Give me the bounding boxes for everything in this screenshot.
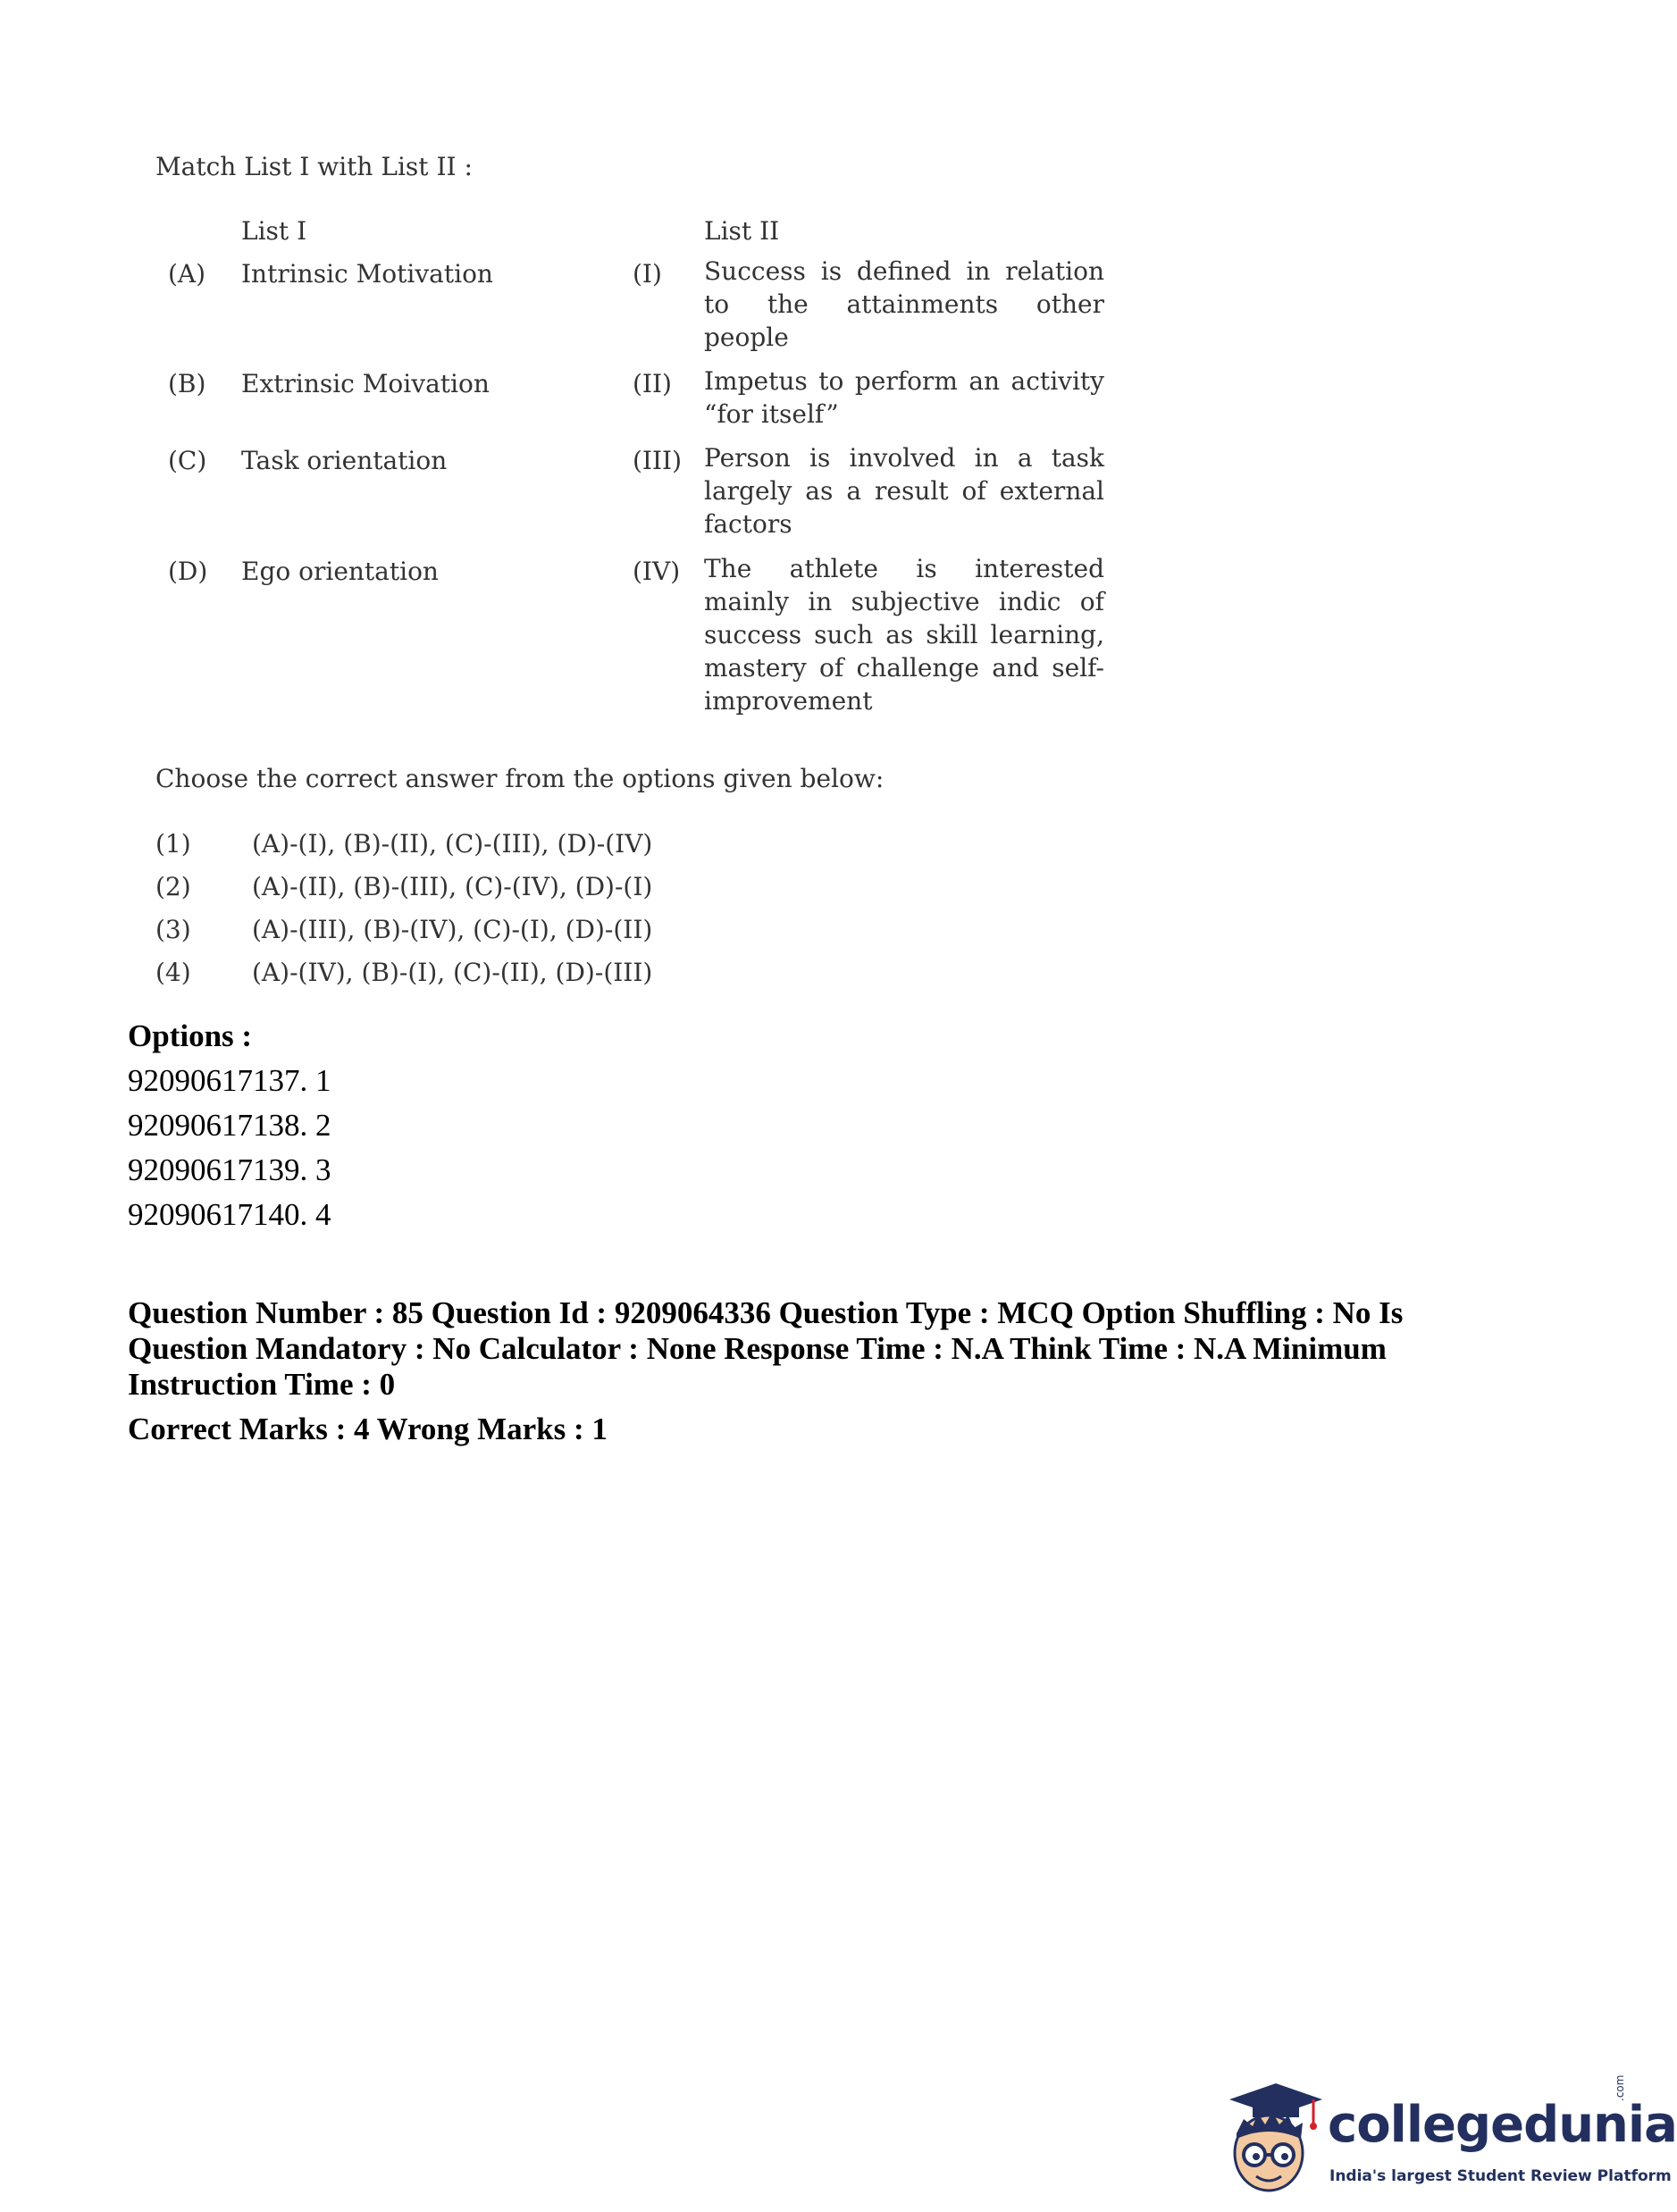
logo-wordmark: collegedunia: [1328, 2096, 1677, 2154]
choose-instruction: Choose the correct answer from the options given below:: [155, 764, 885, 793]
option-item: 92090617140. 4: [128, 1197, 331, 1232]
options-heading: Options :: [128, 1018, 253, 1053]
list2-heading: List II: [704, 216, 780, 246]
list2-item: Person is involved in a task largely as a result of external factors: [704, 443, 1104, 539]
list2-item: The athlete is interested mainly in subjective indic of success such as skill learning, mastery of challenge and self-improvement: [704, 554, 1104, 716]
list1-item: Intrinsic Motivation: [241, 259, 493, 289]
logo-tagline: India's largest Student Review Platform: [1329, 2167, 1672, 2185]
mascot-icon: [1213, 2080, 1329, 2205]
logo-dotcom: .com: [1614, 2074, 1626, 2101]
marks-info: Correct Marks : 4 Wrong Marks : 1: [128, 1412, 608, 1446]
list2-item: Impetus to perform an activity “for itself”: [704, 366, 1104, 429]
row-label: (C): [168, 446, 207, 475]
option-item: 92090617137. 1: [128, 1063, 331, 1098]
list1-item: Ego orientation: [241, 557, 439, 586]
answer-text: (A)-(IV), (B)-(I), (C)-(II), (D)-(III): [252, 958, 653, 987]
row-label: (III): [633, 446, 683, 475]
answer-text: (A)-(III), (B)-(IV), (C)-(I), (D)-(II): [252, 915, 653, 944]
answer-choice: [155, 958, 652, 987]
answer-text: (A)-(I), (B)-(II), (C)-(III), (D)-(IV): [252, 829, 653, 859]
list1-item: Task orientation: [241, 446, 448, 475]
row-label: (B): [168, 369, 206, 398]
list1-item: Extrinsic Moivation: [241, 369, 490, 398]
answer-number: (2): [155, 872, 191, 901]
list1-heading: List I: [241, 216, 307, 246]
option-item: 92090617139. 3: [128, 1152, 331, 1187]
answer-text: (A)-(II), (B)-(III), (C)-(IV), (D)-(I): [252, 872, 653, 901]
answer-choice: [155, 829, 652, 859]
row-label: (I): [633, 259, 662, 289]
row-label: (D): [168, 557, 208, 586]
answer-choice: [155, 872, 652, 901]
collegedunia-logo: [1213, 2074, 1677, 2205]
row-label: (IV): [633, 557, 681, 586]
question-metadata: Question Number : 85 Question Id : 9209064336 Question Type : MCQ Option Shuffling : No Is Question Mandatory : No Calculator : None Response Time : N.A Think Time : N.A Minimum Instruction Time : 0: [128, 1295, 1404, 1402]
list2-item: Success is defined in relation to the attainments other people: [704, 256, 1104, 352]
option-item: 92090617138. 2: [128, 1108, 331, 1143]
answer-number: (3): [155, 915, 191, 944]
answer-number: (4): [155, 958, 191, 987]
row-label: (II): [633, 369, 672, 398]
answer-choice: [155, 915, 652, 944]
question-intro: Match List I with List II :: [155, 152, 473, 181]
row-label: (A): [168, 259, 206, 289]
answer-number: (1): [155, 829, 191, 859]
